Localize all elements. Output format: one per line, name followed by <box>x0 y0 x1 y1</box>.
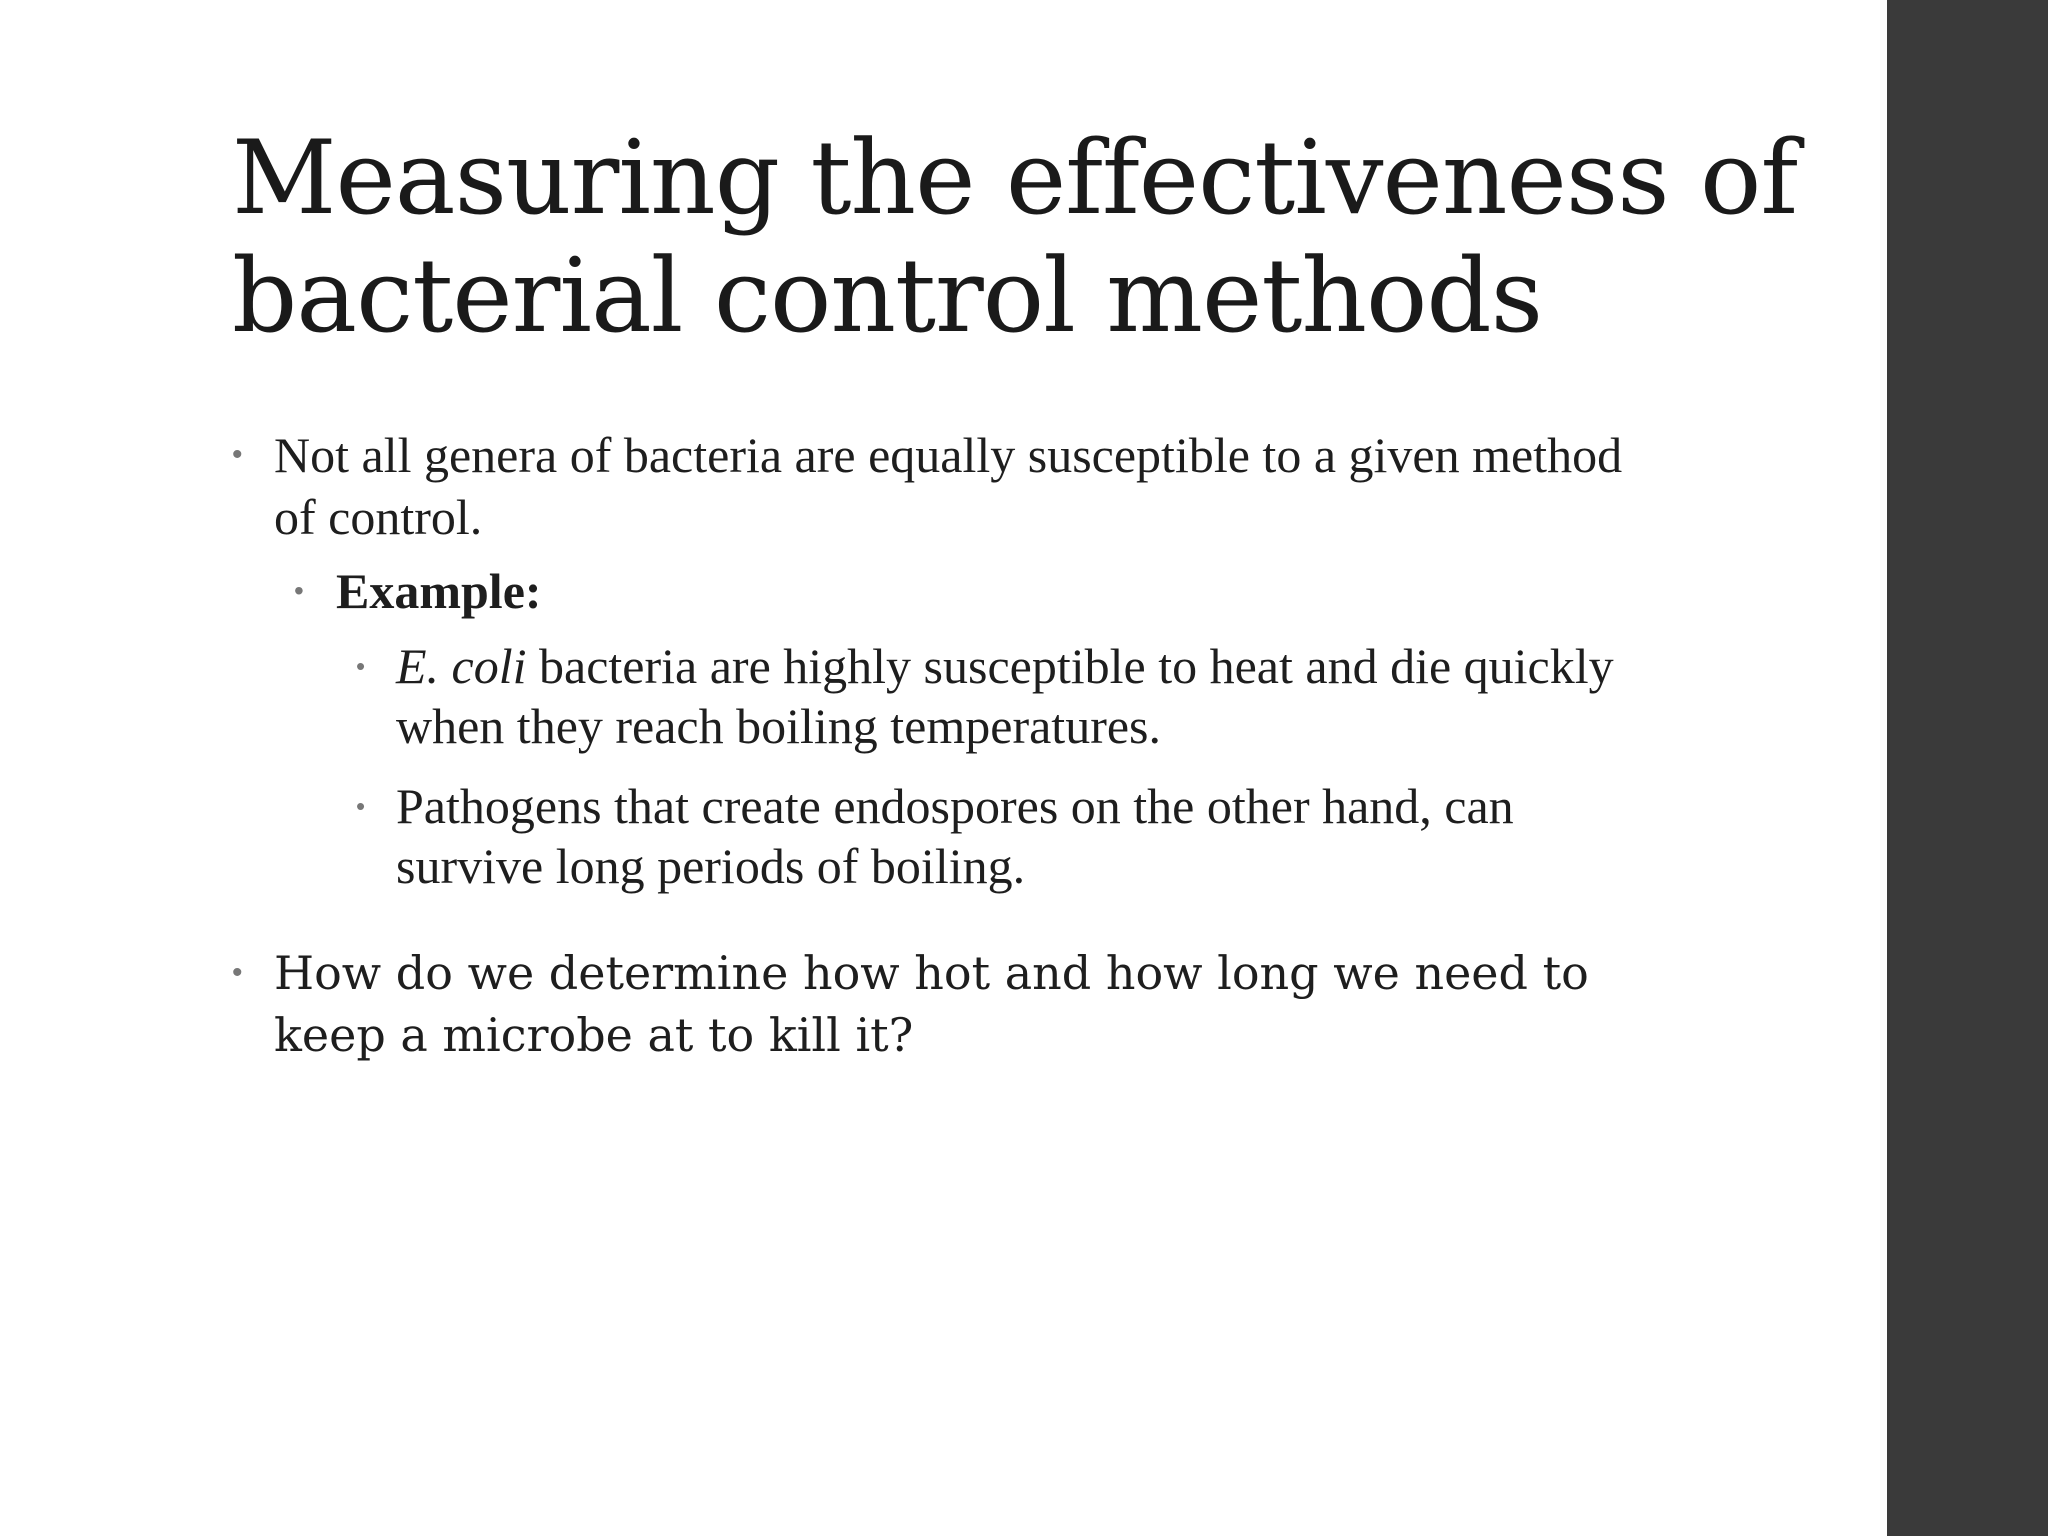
slide-title <box>232 120 1872 356</box>
bullet-level1-genera <box>232 424 1652 548</box>
bullet-text: How do we determine how hot and how long we need to keep a microbe at to kill it? <box>274 946 1589 1062</box>
species-name: E. coli <box>396 638 527 694</box>
bullet-dot-icon: • <box>294 575 304 606</box>
title-line-1: Measuring the effectiveness of <box>232 119 1798 238</box>
bullet-text: bacteria are highly susceptible to heat and die quickly when they reach boiling temperatures. <box>396 638 1614 754</box>
bullet-level1-question <box>232 942 1652 1066</box>
side-accent-bar <box>1887 0 2048 1536</box>
bullet-dot-icon: • <box>356 791 366 821</box>
slide-body <box>232 424 1652 1066</box>
bullet-text: Not all genera of bacteria are equally susceptible to a given method of control. <box>274 427 1623 545</box>
bullet-level3-endospores <box>356 776 1652 896</box>
bullet-text: Example: <box>336 563 542 619</box>
bullet-dot-icon: • <box>232 956 243 989</box>
bullet-dot-icon: • <box>356 651 366 681</box>
bullet-text: Pathogens that create endospores on the other hand, can survive long periods of boiling. <box>396 778 1514 894</box>
bullet-level2-example <box>294 560 1652 622</box>
bullet-level3-ecoli <box>356 636 1652 756</box>
bullet-dot-icon: • <box>232 438 243 471</box>
title-line-2: bacterial control methods <box>232 237 1543 356</box>
